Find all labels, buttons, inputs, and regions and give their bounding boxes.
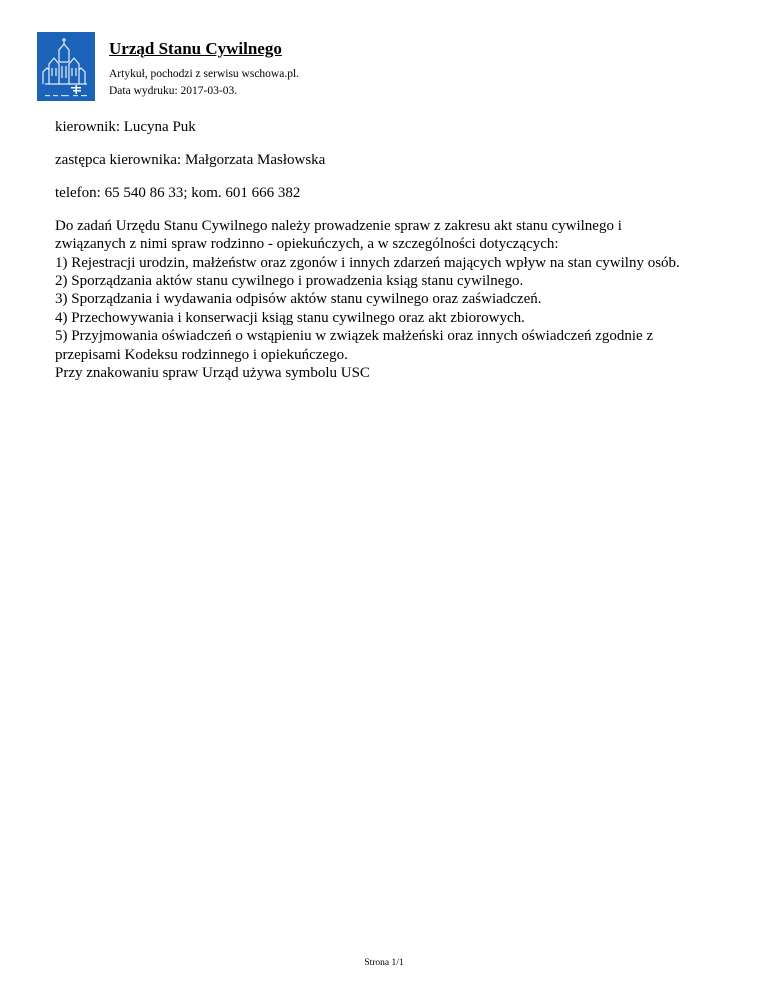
print-date: Data wydruku: 2017-03-03. xyxy=(109,85,238,97)
description-line: przepisami Kodeksu rodzinnego i opiekuńczego. xyxy=(55,346,348,363)
description-paragraph xyxy=(55,217,735,383)
description-line: 1) Rejestracji urodzin, małżeństw oraz zgonów i innych zdarzeń mających wpływ na stan cywilny osób. xyxy=(55,254,680,271)
manager-line: kierownik: Lucyna Puk xyxy=(55,119,196,135)
page-title: Urząd Stanu Cywilnego xyxy=(109,39,282,58)
description-line: 2) Sporządzania aktów stanu cywilnego i prowadzenia ksiąg stanu cywilnego. xyxy=(55,272,524,289)
article-body xyxy=(55,118,735,397)
source-note: Artykuł, pochodzi z serwisu wschowa.pl. xyxy=(109,68,300,80)
description-line: 3) Sporządzania i wydawania odpisów aktów stanu cywilnego oraz zaświadczeń. xyxy=(55,291,542,308)
description-line: Do zadań Urzędu Stanu Cywilnego należy prowadzenie spraw z zakresu akt stanu cywilnego i xyxy=(55,217,622,234)
description-line: 4) Przechowywania i konserwacji ksiąg stanu cywilnego oraz akt zbiorowych. xyxy=(55,309,525,326)
description-line: związanych z nimi spraw rodzinno - opiekuńczych, a w szczególności dotyczących: xyxy=(55,236,559,253)
town-logo-icon xyxy=(37,32,95,101)
description-line: Przy znakowaniu spraw Urząd używa symbolu USC xyxy=(55,364,370,381)
deputy-line: zastępca kierownika: Małgorzata Masłowska xyxy=(55,151,326,168)
description-line: 5) Przyjmowania oświadczeń o wstąpieniu w związek małżeński oraz innych oświadczeń zgodnie z xyxy=(55,328,654,345)
page-number: Strona 1/1 xyxy=(364,958,404,968)
phone-line: telefon: 65 540 86 33; kom. 601 666 382 xyxy=(55,184,301,201)
